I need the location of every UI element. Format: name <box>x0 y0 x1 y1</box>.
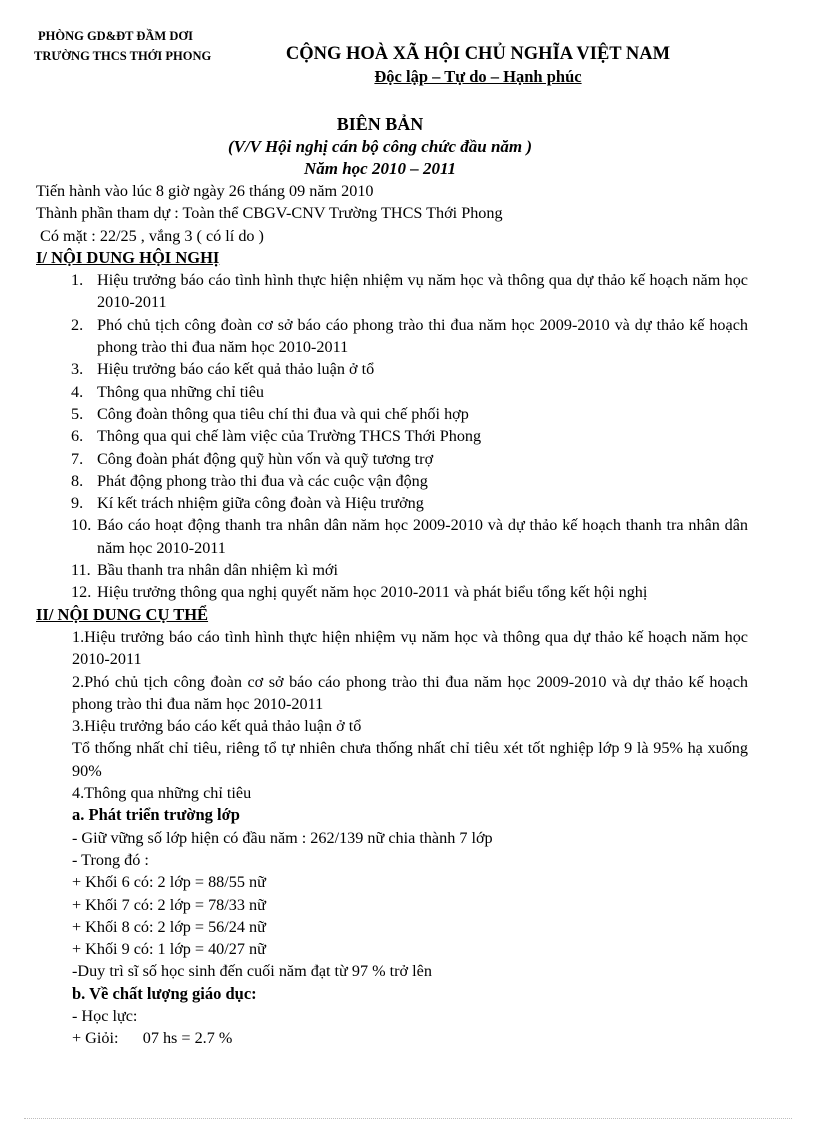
agenda-item <box>71 269 748 314</box>
agenda-item <box>71 403 748 425</box>
national-header <box>282 42 674 88</box>
grade-7-line: + Khối 7 có: 2 lớp = 78/33 nữ <box>72 895 266 914</box>
agenda-item-number: 4. <box>71 382 84 401</box>
issuing-agency <box>34 26 211 66</box>
agenda-list <box>36 269 748 603</box>
agenda-item-text: Hiệu trưởng thông qua nghị quyết năm học 2010-2011 và phát biểu tổng kết hội nghị <box>97 583 648 602</box>
school-year: Năm học 2010 – 2011 <box>303 159 457 178</box>
agenda-item-number: 10. <box>71 516 92 535</box>
section-2-heading: II/ NỘI DUNG CỤ THỂ <box>36 604 209 624</box>
academic-label: - Học lực: <box>72 1006 138 1025</box>
document-title: BIÊN BẢN <box>336 114 424 134</box>
agenda-item-text: Thông qua những chỉ tiêu <box>97 382 265 401</box>
agenda-item-number: 8. <box>71 471 84 490</box>
grade-9-line: + Khối 9 có: 1 lớp = 40/27 nữ <box>72 940 266 959</box>
agenda-item-text: Công đoàn thông qua tiêu chí thi đua và qui chế phối hợp <box>97 404 469 423</box>
agenda-item-number: 1. <box>71 271 84 290</box>
agenda-item-number: 3. <box>71 360 84 379</box>
agenda-item <box>71 448 748 470</box>
agenda-item-number: 2. <box>71 315 84 334</box>
agenda-item-text: Công đoàn phát động quỹ hùn vốn và quỹ tương trợ <box>97 449 434 468</box>
detail-paragraph-4: 4.Thông qua những chỉ tiêu <box>72 784 252 803</box>
agenda-item-text: Phó chủ tịch công đoàn cơ sở báo cáo phong trào thi đua năm học 2009-2010 và dự thảo kế hoạch phong trào thi đua năm học 2010-2011 <box>97 315 748 357</box>
agenda-item <box>71 470 748 492</box>
agenda-item-text: Kí kết trách nhiệm giữa công đoàn và Hiệu trưởng <box>97 494 424 513</box>
national-motto: Độc lập – Tự do – Hạnh phúc <box>374 67 582 86</box>
excellent-students-line: + Giỏi: 07 hs = 2.7 % <box>72 1029 233 1048</box>
agenda-item-text: Báo cáo hoạt động thanh tra nhân dân năm học 2009-2010 và dự thảo kế hoạch thanh tra nhân dân năm học 2010-2011 <box>97 516 748 557</box>
agenda-item <box>71 358 748 380</box>
agenda-item-number: 6. <box>71 427 84 446</box>
agenda-item-text: Hiệu trưởng báo cáo tình hình thực hiện nhiệm vụ năm học và thông qua dự thảo kế hoạch năm học 2010-2011 <box>97 271 748 312</box>
agenda-item-number: 7. <box>71 449 84 468</box>
agenda-item <box>71 381 748 403</box>
detail-paragraph-1: 1.Hiệu trưởng báo cáo tình hình thực hiện nhiệm vụ năm học và thông qua dự thảo kế hoạch năm học 2010-2011 <box>72 627 748 669</box>
agenda-item-text: Hiệu trưởng báo cáo kết quả thảo luận ở tổ <box>97 360 375 379</box>
agenda-item-number: 12. <box>71 583 92 602</box>
agenda-item <box>71 425 748 447</box>
detail-paragraph-3: 3.Hiệu trưởng báo cáo kết quả thảo luận ở tổ <box>72 717 362 736</box>
document-title-block <box>180 112 580 180</box>
section-1-heading: I/ NỘI DUNG HỘI NGHỊ <box>36 247 220 267</box>
detail-paragraph-2: 2.Phó chủ tịch công đoàn cơ sở báo cáo phong trào thi đua năm học 2009-2010 và dự thảo kế hoạch phong trào thi đua năm học 2010-2011 <box>72 672 748 713</box>
agenda-item <box>71 559 748 581</box>
page-bottom-rule <box>24 1118 792 1119</box>
agenda-item <box>71 581 748 603</box>
agenda-item-number: 11. <box>71 561 91 580</box>
meeting-time: Tiến hành vào lúc 8 giờ ngày 26 tháng 09 năm 2010 <box>36 182 374 200</box>
school-name: TRƯỜNG THCS THỚI PHONG <box>34 49 212 63</box>
participants: Thành phần tham dự : Toàn thể CBGV-CNV Trường THCS Thới Phong <box>36 204 503 223</box>
subsection-b-heading: b. Về chất lượng giáo dục: <box>72 983 257 1003</box>
breakdown-label: - Trong đó : <box>72 850 149 869</box>
agenda-item <box>71 314 748 359</box>
retention-target-line: -Duy trì sĩ số học sinh đến cuối năm đạt từ 97 % trở lên <box>72 962 432 981</box>
agenda-item-text: Thông qua qui chế làm việc của Trường THCS Thới Phong <box>97 427 482 446</box>
nation-title: CỘNG HOÀ XÃ HỘI CHỦ NGHĨA VIỆT NAM <box>285 44 671 64</box>
subsection-a-heading: a. Phát triển trường lớp <box>72 805 240 825</box>
grade-8-line: + Khối 8 có: 2 lớp = 56/24 nữ <box>72 917 266 936</box>
grade-6-line: + Khối 6 có: 2 lớp = 88/55 nữ <box>72 873 266 892</box>
department-name: PHÒNG GD&ĐT ĐẦM DƠI <box>38 29 193 43</box>
document-body <box>36 180 748 1050</box>
agenda-item <box>71 492 748 514</box>
class-count-line: - Giữ vững số lớp hiện có đầu năm : 262/139 nữ chia thành 7 lớp <box>72 828 493 847</box>
document-subtitle: (V/V Hội nghị cán bộ công chức đầu năm ) <box>227 137 533 156</box>
agenda-item <box>71 514 748 559</box>
attendance: Có mặt : 22/25 , vắng 3 ( có lí do ) <box>36 226 264 245</box>
agenda-item-number: 9. <box>71 494 84 513</box>
detail-paragraph-3-body: Tổ thống nhất chỉ tiêu, riêng tổ tự nhiên chưa thống nhất chỉ tiêu xét tốt nghiệp lớp 9 là 95% hạ xuống 90% <box>72 739 748 780</box>
agenda-item-text: Phát động phong trào thi đua và các cuộc vận động <box>97 471 428 490</box>
agenda-item-number: 5. <box>71 404 84 423</box>
agenda-item-text: Bầu thanh tra nhân dân nhiệm kì mới <box>97 561 338 580</box>
